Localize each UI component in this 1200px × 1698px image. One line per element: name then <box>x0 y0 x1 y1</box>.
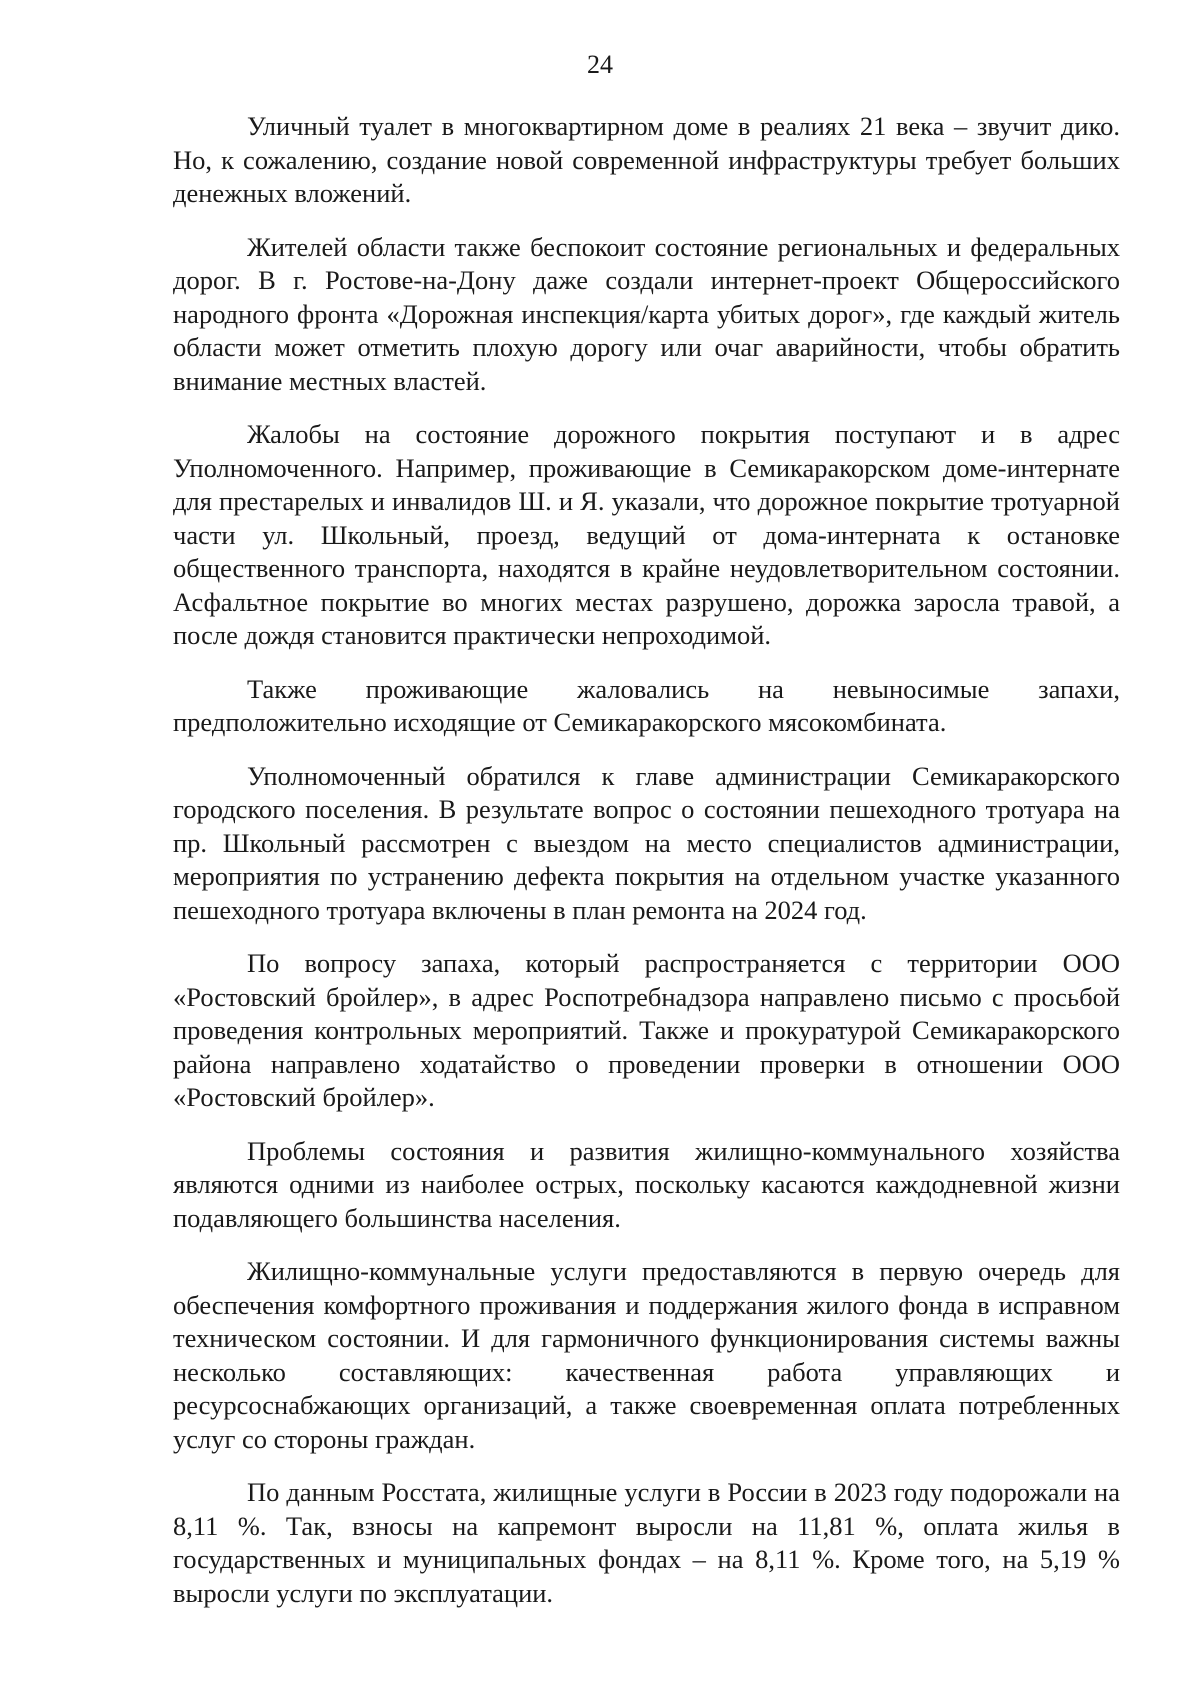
paragraph-odor-complaints: Также проживающие жаловались на невыносимые запахи, предположительно исходящие от Семикаракорского мясокомбината. <box>173 673 1120 737</box>
paragraph-rosstat-data: По данным Росстата, жилищные услуги в России в 2023 году подорожали на 8,11 %. Так, взносы на капремонт выросли на 11,81 %, оплата жилья в государственных и муниципальных фондах – на 8,11 %. Кроме того, на 5,19 % выросли услуги по эксплуатации. <box>173 1477 1120 1608</box>
paragraph-outdoor-toilet: Уличный туалет в многоквартирном доме в реалиях 21 века – звучит дико. Но, к сожалению, создание новой современной инфраструктуры требует больших денежных вложений. <box>173 111 1120 208</box>
paragraph-ombudsman-appeal: Уполномоченный обратился к главе администрации Семикаракорского городского поселения. В результате вопрос о состоянии пешеходного тротуара на пр. Школьный рассмотрен с выездом на место специалистов администрации, мероприятия по устранению дефекта покрытия на отдельном участке указанного пешеходного тротуара включены в план ремонта на 2024 год. <box>173 760 1120 925</box>
paragraph-housing-services: Жилищно-коммунальные услуги предоставляются в первую очередь для обеспечения комфортного проживания и поддержания жилого фонда в исправном техническом состоянии. И для гармоничного функционирования системы важны несколько составляющих: качественная работа управляющих и ресурсоснабжающих организаций, а также своевременная оплата потребленных услуг со стороны граждан. <box>173 1256 1120 1454</box>
page-number: 24 <box>587 50 613 79</box>
paragraph-odor-response: По вопросу запаха, который распространяется с территории ООО «Ростовский бройлер», в адрес Роспотребнадзора направлено письмо с просьбой проведения контрольных мероприятий. Также и прокуратурой Семикаракорского района направлено ходатайство о проведении проверки в отношении ООО «Ростовский бройлер». <box>173 948 1120 1112</box>
document-body <box>173 110 1120 1630</box>
paragraph-housing-problems: Проблемы состояния и развития жилищно-коммунального хозяйства являются одними из наиболее острых, поскольку касаются каждодневной жизни подавляющего большинства населения. <box>173 1135 1120 1233</box>
paragraph-road-condition: Жителей области также беспокоит состояние региональных и федеральных дорог. В г. Ростове-на-Дону даже создали интернет-проект Общероссийского народного фронта «Дорожная инспекция/карта убитых дорог», где каждый житель области может отметить плохую дорогу или очаг аварийности, чтобы обратить внимание местных властей. <box>173 231 1120 396</box>
paragraph-road-complaints: Жалобы на состояние дорожного покрытия поступают и в адрес Уполномоченного. Например, проживающие в Семикаракорском доме-интернате для престарелых и инвалидов Ш. и Я. указали, что дорожное покрытие тротуарной части ул. Школьный, проезд, ведущий от дома-интерната к остановке общественного транспорта, находятся в крайне неудовлетворительном состоянии. Асфальтное покрытие во многих местах разрушено, дорожка заросла травой, а после дождя становится практически непроходимой. <box>173 419 1120 650</box>
